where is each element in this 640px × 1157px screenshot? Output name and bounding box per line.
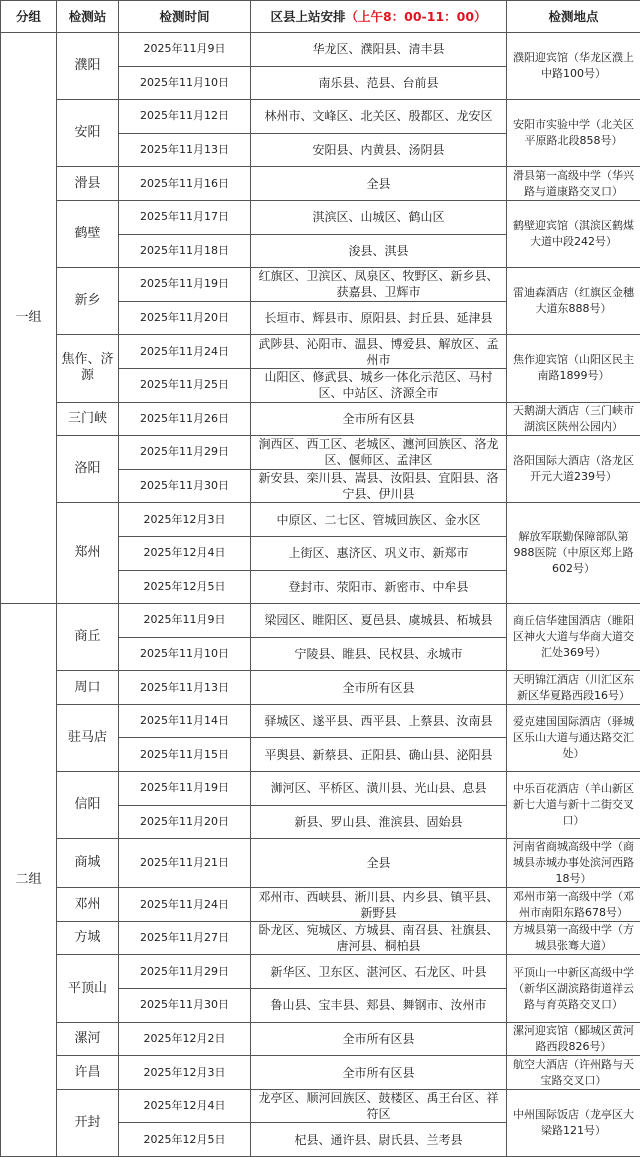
test-date: 2025年11月12日 <box>119 100 251 134</box>
test-date: 2025年12月4日 <box>119 536 251 570</box>
station-name: 信阳 <box>57 772 119 839</box>
test-date: 2025年12月3日 <box>119 1056 251 1090</box>
area-arrangement: 新华区、卫东区、湛河区、石龙区、叶县 <box>251 955 507 989</box>
area-arrangement: 南乐县、范县、台前县 <box>251 66 507 100</box>
station-name: 方城 <box>57 921 119 955</box>
test-date: 2025年12月4日 <box>119 1089 251 1123</box>
station-name: 新乡 <box>57 268 119 335</box>
station-name: 漯河 <box>57 1022 119 1056</box>
test-location: 洛阳国际大酒店（洛龙区开元大道239号） <box>507 436 640 503</box>
table-row <box>1 955 640 989</box>
area-arrangement: 平舆县、新蔡县、正阳县、确山县、泌阳县 <box>251 738 507 772</box>
area-arrangement: 邓州市、西峡县、淅川县、内乡县、镇平县、新野县 <box>251 888 507 922</box>
test-location: 河南省商城高级中学（商城县赤城办事处滨河西路18号） <box>507 839 640 888</box>
test-date: 2025年11月15日 <box>119 738 251 772</box>
test-location: 中乐百花酒店（羊山新区新七大道与新十二街交叉口） <box>507 772 640 839</box>
area-arrangement: 中原区、二七区、管城回族区、金水区 <box>251 503 507 537</box>
test-date: 2025年11月14日 <box>119 704 251 738</box>
table-row <box>1 200 640 234</box>
test-location: 平顶山一中新区高级中学（新华区湖滨路街道祥云路与育英路交叉口） <box>507 955 640 1022</box>
test-date: 2025年12月3日 <box>119 503 251 537</box>
station-name: 安阳 <box>57 100 119 167</box>
test-date: 2025年11月10日 <box>119 66 251 100</box>
test-location: 解放军联勤保障部队第988医院（中原区郑上路602号） <box>507 503 640 604</box>
test-date: 2025年11月16日 <box>119 167 251 201</box>
test-date: 2025年11月10日 <box>119 637 251 671</box>
area-arrangement: 全市所有区县 <box>251 402 507 436</box>
test-date: 2025年12月5日 <box>119 1123 251 1157</box>
table-row <box>1 503 640 537</box>
test-location: 爱克建国国际酒店（驿城区乐山大道与通达路交汇处） <box>507 704 640 771</box>
table-row <box>1 704 640 738</box>
table-row <box>1 839 640 888</box>
test-date: 2025年11月21日 <box>119 839 251 888</box>
test-date: 2025年11月19日 <box>119 268 251 302</box>
header-row <box>1 1 640 33</box>
test-location: 天鹅湖大酒店（三门峡市湖滨区陕州公园内） <box>507 402 640 436</box>
test-date: 2025年11月20日 <box>119 301 251 335</box>
header-date: 检测时间 <box>119 1 251 33</box>
header-area <box>251 1 507 33</box>
area-arrangement: 武陟县、沁阳市、温县、博爱县、解放区、孟州市 <box>251 335 507 369</box>
test-location: 滑县第一高级中学（华兴路与道康路交叉口） <box>507 167 640 201</box>
test-date: 2025年11月29日 <box>119 436 251 470</box>
area-arrangement: 全市所有区县 <box>251 1056 507 1090</box>
area-arrangement: 长垣市、辉县市、原阳县、封丘县、延津县 <box>251 301 507 335</box>
table-row <box>1 402 640 436</box>
table-row <box>1 772 640 806</box>
table-row <box>1 671 640 705</box>
area-arrangement: 华龙区、濮阳县、清丰县 <box>251 33 507 67</box>
area-arrangement: 安阳县、内黄县、汤阴县 <box>251 133 507 167</box>
station-name: 商丘 <box>57 604 119 671</box>
area-arrangement: 龙亭区、顺河回族区、鼓楼区、禹王台区、祥符区 <box>251 1089 507 1123</box>
table-row <box>1 268 640 302</box>
test-date: 2025年11月29日 <box>119 955 251 989</box>
test-location: 邓州市第一高级中学（邓州市南阳东路678号） <box>507 888 640 922</box>
station-name: 邓州 <box>57 888 119 922</box>
area-arrangement: 山阳区、修武县、城乡一体化示范区、马村区、中站区、济源全市 <box>251 368 507 402</box>
header-location: 检测地点 <box>507 1 640 33</box>
area-arrangement: 驿城区、遂平县、西平县、上蔡县、汝南县 <box>251 704 507 738</box>
test-location: 方城县第一高级中学（方城县张骞大道） <box>507 921 640 955</box>
table-row <box>1 1089 640 1123</box>
station-name: 三门峡 <box>57 402 119 436</box>
area-arrangement: 全县 <box>251 839 507 888</box>
station-name: 洛阳 <box>57 436 119 503</box>
test-location: 漯河迎宾馆（郾城区黄河路西段826号） <box>507 1022 640 1056</box>
area-arrangement: 林州市、文峰区、北关区、殷都区、龙安区 <box>251 100 507 134</box>
test-location: 航空大酒店（许州路与天宝路交叉口） <box>507 1056 640 1090</box>
test-date: 2025年11月18日 <box>119 234 251 268</box>
table-row <box>1 436 640 470</box>
group-label: 一组 <box>1 33 57 604</box>
area-arrangement: 浉河区、平桥区、潢川县、光山县、息县 <box>251 772 507 806</box>
test-date: 2025年11月13日 <box>119 133 251 167</box>
table-row <box>1 33 640 67</box>
area-arrangement: 新安县、栾川县、嵩县、汝阳县、宜阳县、洛宁县、伊川县 <box>251 469 507 503</box>
test-date: 2025年11月19日 <box>119 772 251 806</box>
station-name: 驻马店 <box>57 704 119 771</box>
area-arrangement: 卧龙区、宛城区、方城县、南召县、社旗县、唐河县、桐柏县 <box>251 921 507 955</box>
test-location: 濮阳迎宾馆（华龙区濮上中路100号） <box>507 33 640 100</box>
area-arrangement: 上街区、惠济区、巩义市、新郑市 <box>251 536 507 570</box>
area-arrangement: 新县、罗山县、淮滨县、固始县 <box>251 805 507 839</box>
station-name: 平顶山 <box>57 955 119 1022</box>
area-arrangement: 登封市、荥阳市、新密市、中牟县 <box>251 570 507 604</box>
table-row <box>1 1022 640 1056</box>
station-name: 许昌 <box>57 1056 119 1090</box>
test-location: 中州国际饭店（龙亭区大梁路121号） <box>507 1089 640 1156</box>
area-arrangement: 全县 <box>251 167 507 201</box>
station-name: 周口 <box>57 671 119 705</box>
table-row <box>1 888 640 922</box>
test-location: 天明锦江酒店（川汇区东新区华夏路西段16号） <box>507 671 640 705</box>
test-location: 安阳市实验中学（北关区平原路北段858号） <box>507 100 640 167</box>
test-location: 雷迪森酒店（红旗区金穗大道东888号） <box>507 268 640 335</box>
test-date: 2025年11月9日 <box>119 604 251 638</box>
area-arrangement: 涧西区、西工区、老城区、瀍河回族区、洛龙区、偃师区、孟津区 <box>251 436 507 470</box>
test-date: 2025年11月24日 <box>119 888 251 922</box>
area-arrangement: 浚县、淇县 <box>251 234 507 268</box>
group-label: 二组 <box>1 604 57 1157</box>
station-name: 开封 <box>57 1089 119 1156</box>
area-arrangement: 全市所有区县 <box>251 671 507 705</box>
test-date: 2025年11月25日 <box>119 368 251 402</box>
station-name: 商城 <box>57 839 119 888</box>
table-row <box>1 604 640 638</box>
header-area-time: （上午8：00-11：00） <box>345 9 486 24</box>
area-arrangement: 杞县、通许县、尉氏县、兰考县 <box>251 1123 507 1157</box>
table-row <box>1 335 640 369</box>
header-group: 分组 <box>1 1 57 33</box>
test-date: 2025年12月5日 <box>119 570 251 604</box>
test-location: 焦作迎宾馆（山阳区民主南路1899号） <box>507 335 640 402</box>
test-date: 2025年11月26日 <box>119 402 251 436</box>
table-row <box>1 100 640 134</box>
area-arrangement: 梁园区、睢阳区、夏邑县、虞城县、柘城县 <box>251 604 507 638</box>
test-date: 2025年11月24日 <box>119 335 251 369</box>
test-date: 2025年12月2日 <box>119 1022 251 1056</box>
station-name: 郑州 <box>57 503 119 604</box>
test-date: 2025年11月27日 <box>119 921 251 955</box>
table-row <box>1 1056 640 1090</box>
test-location: 商丘信华建国酒店（睢阳区神火大道与华商大道交汇处369号） <box>507 604 640 671</box>
header-station: 检测站 <box>57 1 119 33</box>
test-date: 2025年11月13日 <box>119 671 251 705</box>
header-area-label: 区县上站安排 <box>270 9 345 24</box>
test-date: 2025年11月9日 <box>119 33 251 67</box>
area-arrangement: 宁陵县、睢县、民权县、永城市 <box>251 637 507 671</box>
area-arrangement: 淇滨区、山城区、鹤山区 <box>251 200 507 234</box>
test-date: 2025年11月20日 <box>119 805 251 839</box>
test-date: 2025年11月30日 <box>119 989 251 1023</box>
station-name: 濮阳 <box>57 33 119 100</box>
test-date: 2025年11月17日 <box>119 200 251 234</box>
test-date: 2025年11月30日 <box>119 469 251 503</box>
area-arrangement: 全市所有区县 <box>251 1022 507 1056</box>
table-row <box>1 167 640 201</box>
area-arrangement: 鲁山县、宝丰县、郏县、舞钢市、汝州市 <box>251 989 507 1023</box>
station-name: 鹤壁 <box>57 200 119 267</box>
area-arrangement: 红旗区、卫滨区、凤泉区、牧野区、新乡县、获嘉县、卫辉市 <box>251 268 507 302</box>
station-name: 滑县 <box>57 167 119 201</box>
table-row <box>1 921 640 955</box>
test-location: 鹤壁迎宾馆（淇滨区鹤煤大道中段242号） <box>507 200 640 267</box>
station-name: 焦作、济源 <box>57 335 119 402</box>
